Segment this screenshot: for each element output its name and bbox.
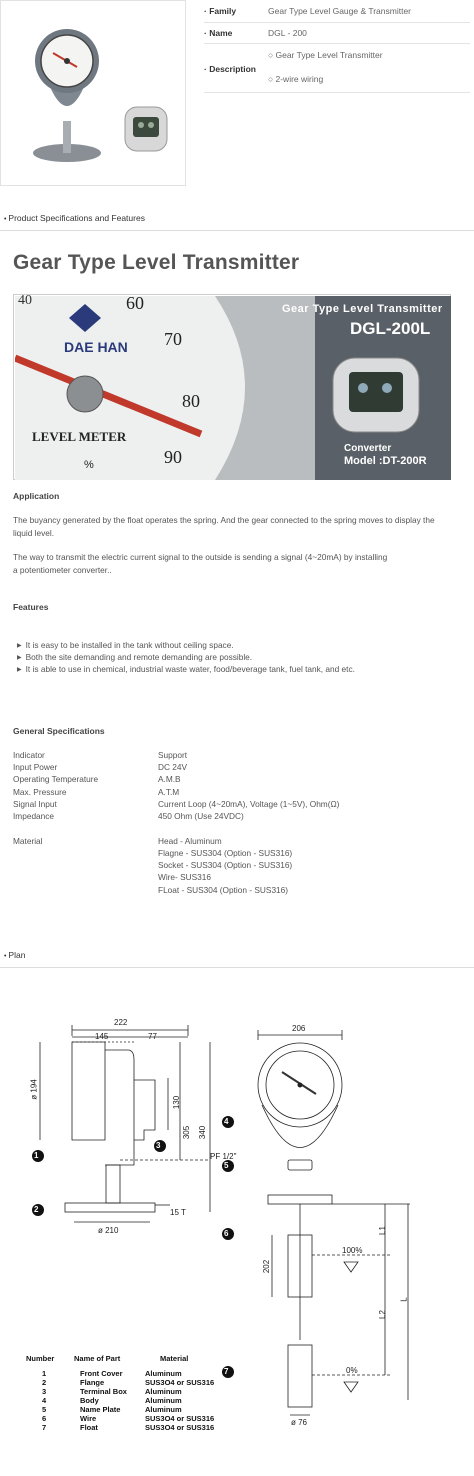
banner-converter-model: Model :DT-200R <box>344 455 427 467</box>
callout-1: 1 <box>34 1151 39 1160</box>
table-cell: 5 <box>42 1405 47 1414</box>
banner-percent: % <box>84 459 94 471</box>
table-cell: 1 <box>42 1369 47 1378</box>
table-cell: Flange <box>80 1378 105 1387</box>
page-title: Gear Type Level Transmitter <box>13 251 300 274</box>
feature-item: ▶ It is able to use in chemical, industrial waste water, food/beverage tank, fuel tank, and etc. <box>17 664 355 674</box>
dim-label: 305 <box>182 1125 192 1140</box>
spec-label: Impedance <box>13 811 55 821</box>
banner-tick: 60 <box>126 293 144 313</box>
dim-label: PF 1/2" <box>210 1152 237 1161</box>
dim-label: 222 <box>114 1018 128 1027</box>
dim-label: 340 <box>198 1125 208 1140</box>
spec-label: Operating Temperature <box>13 774 99 784</box>
application-paragraph: a potentiometer converter.. <box>13 565 112 575</box>
spec-value: 450 Ohm (Use 24VDC) <box>158 811 244 821</box>
table-cell: 3 <box>42 1387 47 1396</box>
callout-2: 2 <box>34 1205 39 1214</box>
feature-item: ▶ It is easy to be installed in the tank without ceiling space. <box>17 640 234 650</box>
spec-value: Support <box>158 750 188 760</box>
technical-drawing <box>10 990 470 1470</box>
material-item: FLoat - SUS304 (Option - SUS316) <box>158 885 289 895</box>
product-image <box>0 0 186 186</box>
material-label: Material <box>13 836 43 846</box>
table-header: Number <box>26 1354 55 1363</box>
material-item: Flagne - SUS304 (Option - SUS316) <box>158 848 293 858</box>
divider <box>0 230 474 231</box>
table-cell: Aluminum <box>145 1387 182 1396</box>
features-title: Features <box>13 602 49 612</box>
table-cell: 2 <box>42 1378 47 1387</box>
banner-tick: 80 <box>182 391 200 411</box>
dim-label: L <box>399 1297 409 1302</box>
divider <box>0 967 474 968</box>
family-value: Gear Type Level Gauge & Transmitter <box>268 6 411 16</box>
callout-4: 4 <box>224 1117 229 1126</box>
application-title: Application <box>13 491 60 501</box>
table-cell: Body <box>80 1396 99 1405</box>
family-row <box>204 0 470 23</box>
dim-label: ø 210 <box>98 1226 119 1235</box>
table-cell: SUS3O4 or SUS316 <box>145 1423 215 1432</box>
spec-label: Input Power <box>13 762 58 772</box>
general-specs-title: General Specifications <box>13 726 105 736</box>
spec-label: Indicator <box>13 750 45 760</box>
description-row <box>204 44 470 93</box>
product-photo <box>1 1 187 187</box>
family-label: · Family <box>204 6 236 16</box>
application-paragraph: The way to transmit the electric current signal to the outside is sending a signal (4~20mA) by installing <box>13 552 388 562</box>
banner-header: Gear Type Level Transmitter <box>282 303 443 315</box>
table-header: Name of Part <box>74 1354 121 1363</box>
dim-label: 145 <box>95 1032 109 1041</box>
table-cell: Float <box>80 1423 98 1432</box>
table-header: Material <box>160 1354 189 1363</box>
banner-tick: 70 <box>164 329 182 349</box>
dim-label: ø 76 <box>291 1418 308 1427</box>
product-banner <box>13 294 451 480</box>
material-item: Head - Aluminum <box>158 836 222 846</box>
spec-value: DC 24V <box>158 762 188 772</box>
table-cell: Front Cover <box>80 1369 123 1378</box>
table-cell: 6 <box>42 1414 47 1423</box>
table-cell: 4 <box>42 1396 47 1405</box>
spec-label: Max. Pressure <box>13 787 67 797</box>
spec-value: A.M.B <box>158 774 181 784</box>
table-cell: Aluminum <box>145 1405 182 1414</box>
table-cell: Name Plate <box>80 1405 121 1414</box>
spec-value: Current Loop (4~20mA), Voltage (1~5V), Ohm(Ω) <box>158 799 340 809</box>
section-specs-title: • Product Specifications and Features <box>4 213 145 223</box>
name-value: DGL - 200 <box>268 28 307 38</box>
table-cell: 7 <box>42 1423 47 1432</box>
dim-label: ø 194 <box>29 1079 39 1100</box>
dim-label: 206 <box>292 1024 306 1033</box>
dim-label: L1 <box>377 1226 387 1235</box>
description-item: ○ 2-wire wiring <box>268 74 324 84</box>
name-row <box>204 23 470 44</box>
table-cell: SUS3O4 or SUS316 <box>145 1378 215 1387</box>
banner-meter-label: LEVEL METER <box>32 429 127 444</box>
name-label: · Name <box>204 28 232 38</box>
callout-3: 3 <box>156 1141 161 1150</box>
table-cell: Wire <box>80 1414 97 1423</box>
table-cell: Aluminum <box>145 1396 182 1405</box>
dim-label: 202 <box>262 1259 272 1274</box>
description-item: ○ Gear Type Level Transmitter <box>268 50 383 60</box>
dim-label: 130 <box>172 1095 182 1110</box>
drawing-svg <box>10 990 470 1470</box>
dim-label: 15 T <box>170 1208 186 1217</box>
callout-7: 7 <box>224 1367 229 1376</box>
banner-brand: DAE HAN <box>64 339 128 355</box>
feature-item: ▶ Both the site demanding and remote demanding are possible. <box>17 652 252 662</box>
spec-value: A.T.M <box>158 787 180 797</box>
banner-model: DGL-200L <box>350 319 431 338</box>
callout-6: 6 <box>224 1229 229 1238</box>
table-cell: SUS3O4 or SUS316 <box>145 1414 215 1423</box>
material-item: Socket - SUS304 (Option - SUS316) <box>158 860 293 870</box>
banner-tick: 40 <box>18 293 32 308</box>
description-label: · Description <box>204 64 256 74</box>
banner-converter: Converter <box>344 443 392 454</box>
table-cell: Terminal Box <box>80 1387 127 1396</box>
dim-label: 100% <box>342 1246 363 1255</box>
dim-label: L2 <box>377 1310 387 1319</box>
section-plan-title: • Plan <box>4 950 25 960</box>
material-item: Wire- SUS316 <box>158 872 212 882</box>
table-cell: Aluminum <box>145 1369 182 1378</box>
callout-5: 5 <box>224 1161 229 1170</box>
spec-label: Signal Input <box>13 799 57 809</box>
application-paragraph: The buyancy generated by the float operates the spring. And the gear connected to the spring moves to display the liquid level. <box>13 515 435 538</box>
banner-tick: 90 <box>164 447 182 467</box>
dim-label: 77 <box>148 1032 157 1041</box>
dim-label: 0% <box>346 1366 358 1375</box>
